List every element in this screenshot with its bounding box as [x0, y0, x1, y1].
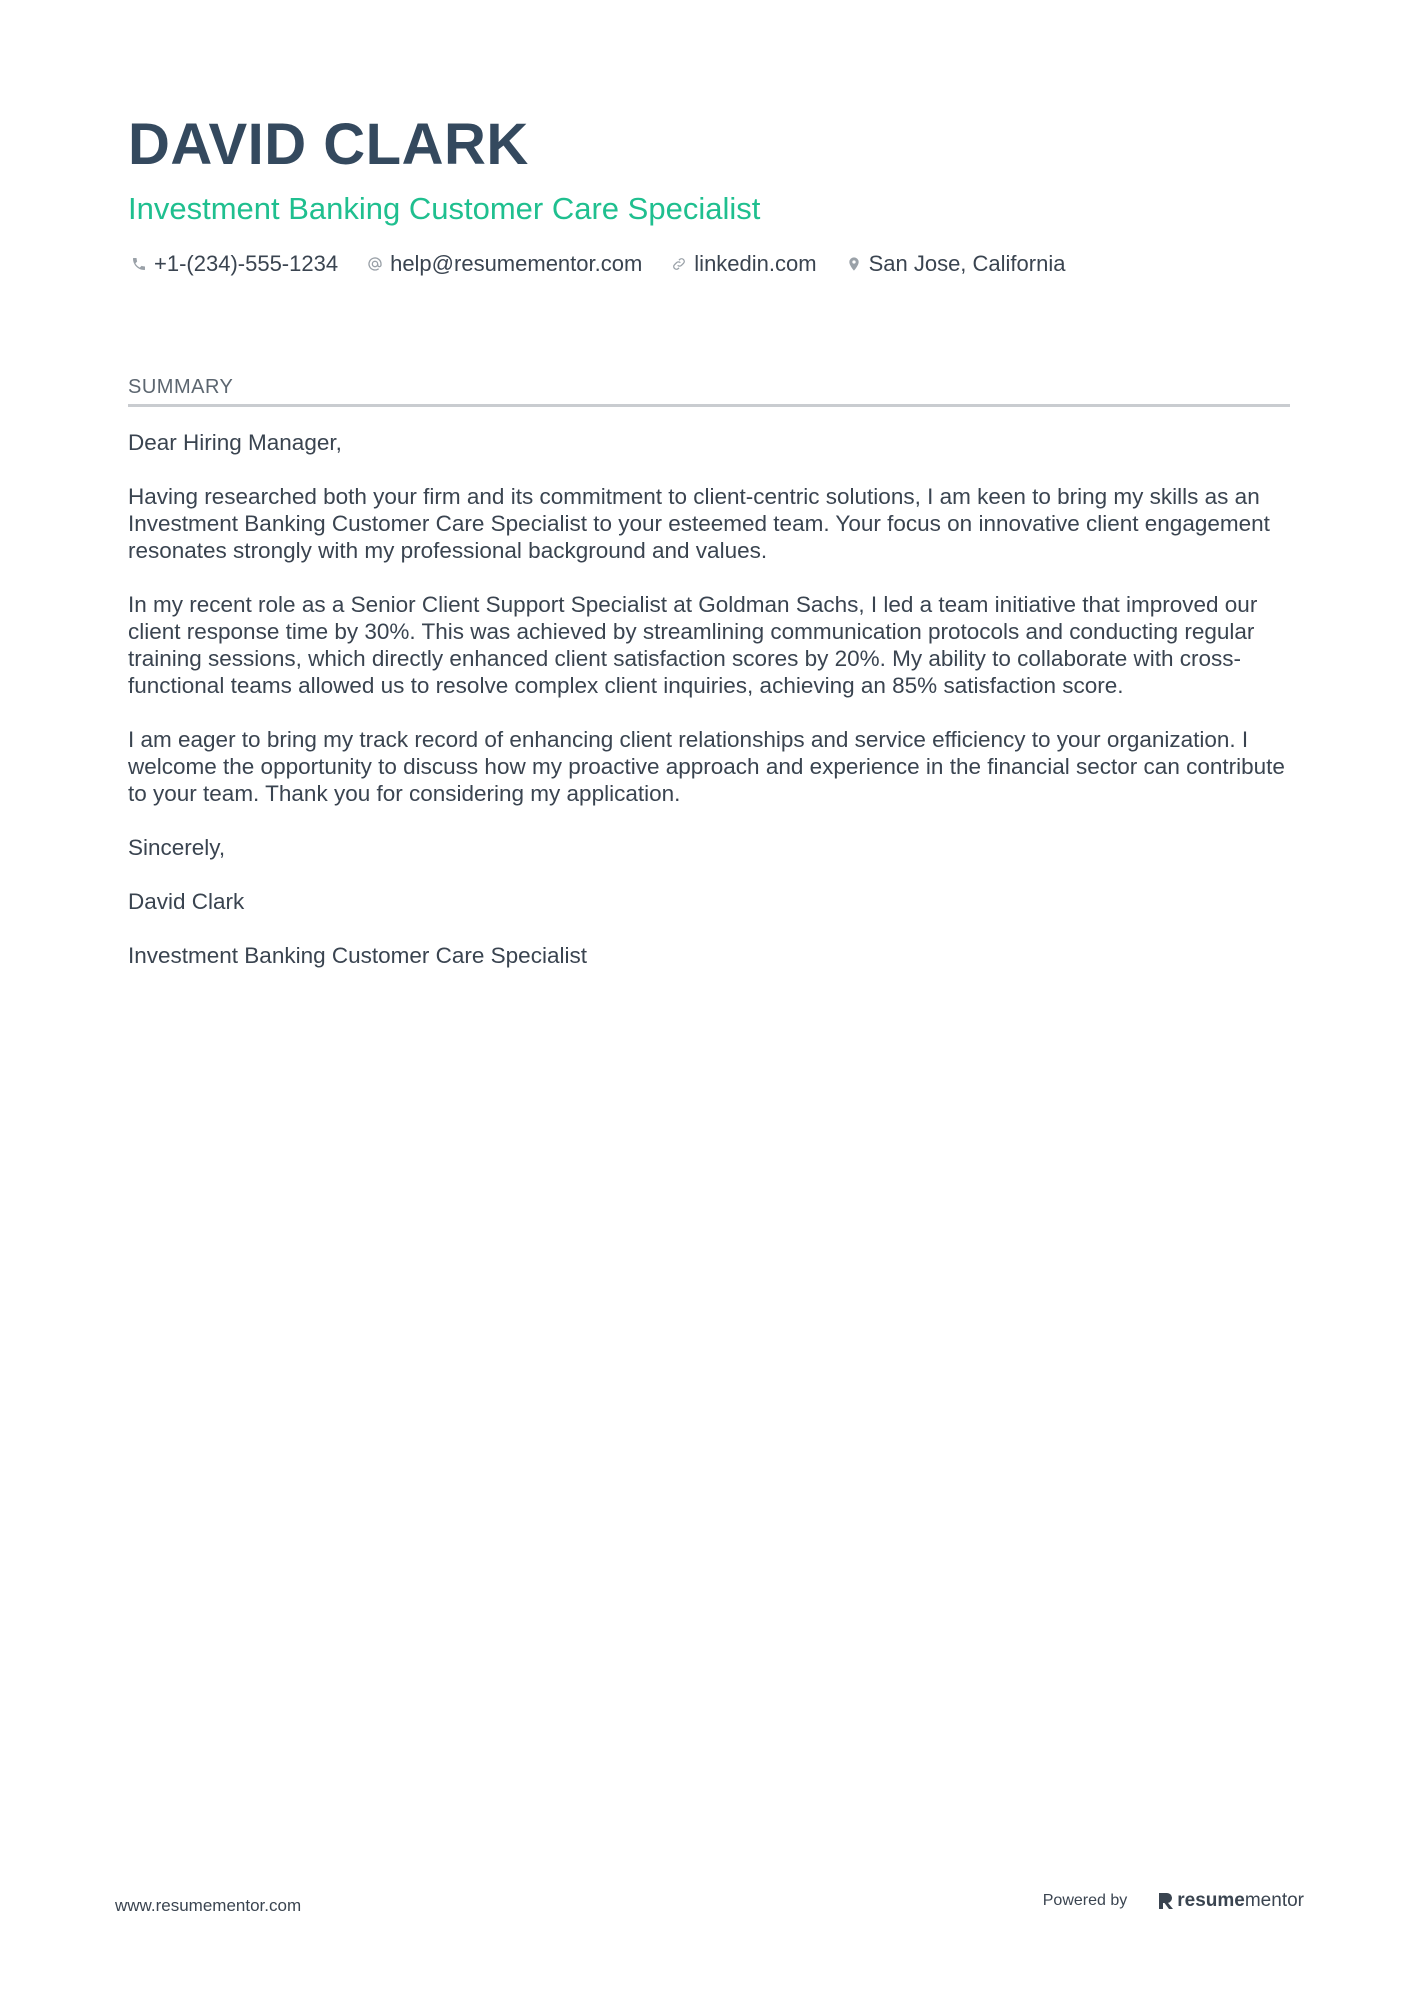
phone-icon [128, 253, 150, 275]
letter-paragraph: In my recent role as a Senior Client Support Specialist at Goldman Sachs, I led a team initiative that improved our client response time by 30%. This was achieved by streamlining communication protocols and conducting regular training sessions, which directly enhanced client satisfaction scores by 20%. My ability to collaborate with cross-functional teams allowed us to resolve complex client inquiries, achieving an 85% satisfaction score. [128, 592, 1258, 698]
email-address: help@resumementor.com [390, 251, 643, 276]
powered-by-label: Powered by [1042, 1892, 1128, 1909]
contact-location [843, 250, 1066, 278]
at-icon [364, 253, 386, 275]
contact-phone [128, 250, 338, 278]
phone-number: +1-(234)-555-1234 [154, 251, 339, 276]
location: San Jose, California [868, 251, 1066, 276]
linkedin-url: linkedin.com [694, 251, 817, 276]
contact-bar [128, 250, 1290, 278]
cover-letter-body [128, 429, 1290, 969]
letter-paragraph: I am eager to bring my track record of enhancing client relationships and service efficiency to your organization. I welcome the opportunity to discuss how my proactive approach and experience in the financial sector can contribute to your team. Thank you for considering my application. [128, 727, 1285, 806]
link-icon [668, 253, 690, 275]
brand-logo[interactable] [1157, 1890, 1304, 1912]
letter-paragraph: Having researched both your firm and its commitment to client-centric solutions, I am keen to bring my skills as an Investment Banking Customer Care Specialist to your esteemed team. Your focus on innovative client engagement resonates strongly with my professional background and values. [128, 484, 1270, 563]
location-pin-icon [843, 253, 865, 275]
resume-page [128, 110, 1290, 996]
footer-branding [1043, 1890, 1304, 1912]
job-title: Investment Banking Customer Care Specialist [128, 191, 761, 226]
signature-name: David Clark [128, 889, 245, 914]
resumementor-logo-icon [1157, 1891, 1175, 1911]
section-heading-summary: SUMMARY [128, 374, 1290, 407]
candidate-name: DAVID CLARK [128, 112, 529, 177]
signature-title: Investment Banking Customer Care Specialist [128, 943, 587, 968]
brand-name-bold: resume [1177, 1890, 1245, 1911]
contact-email [364, 250, 642, 278]
brand-name-light: mentor [1244, 1890, 1304, 1911]
letter-greeting: Dear Hiring Manager, [128, 430, 342, 455]
letter-closing: Sincerely, [128, 835, 226, 860]
contact-linkedin [668, 250, 816, 278]
footer-website-link[interactable]: www.resumementor.com [115, 1896, 302, 1915]
